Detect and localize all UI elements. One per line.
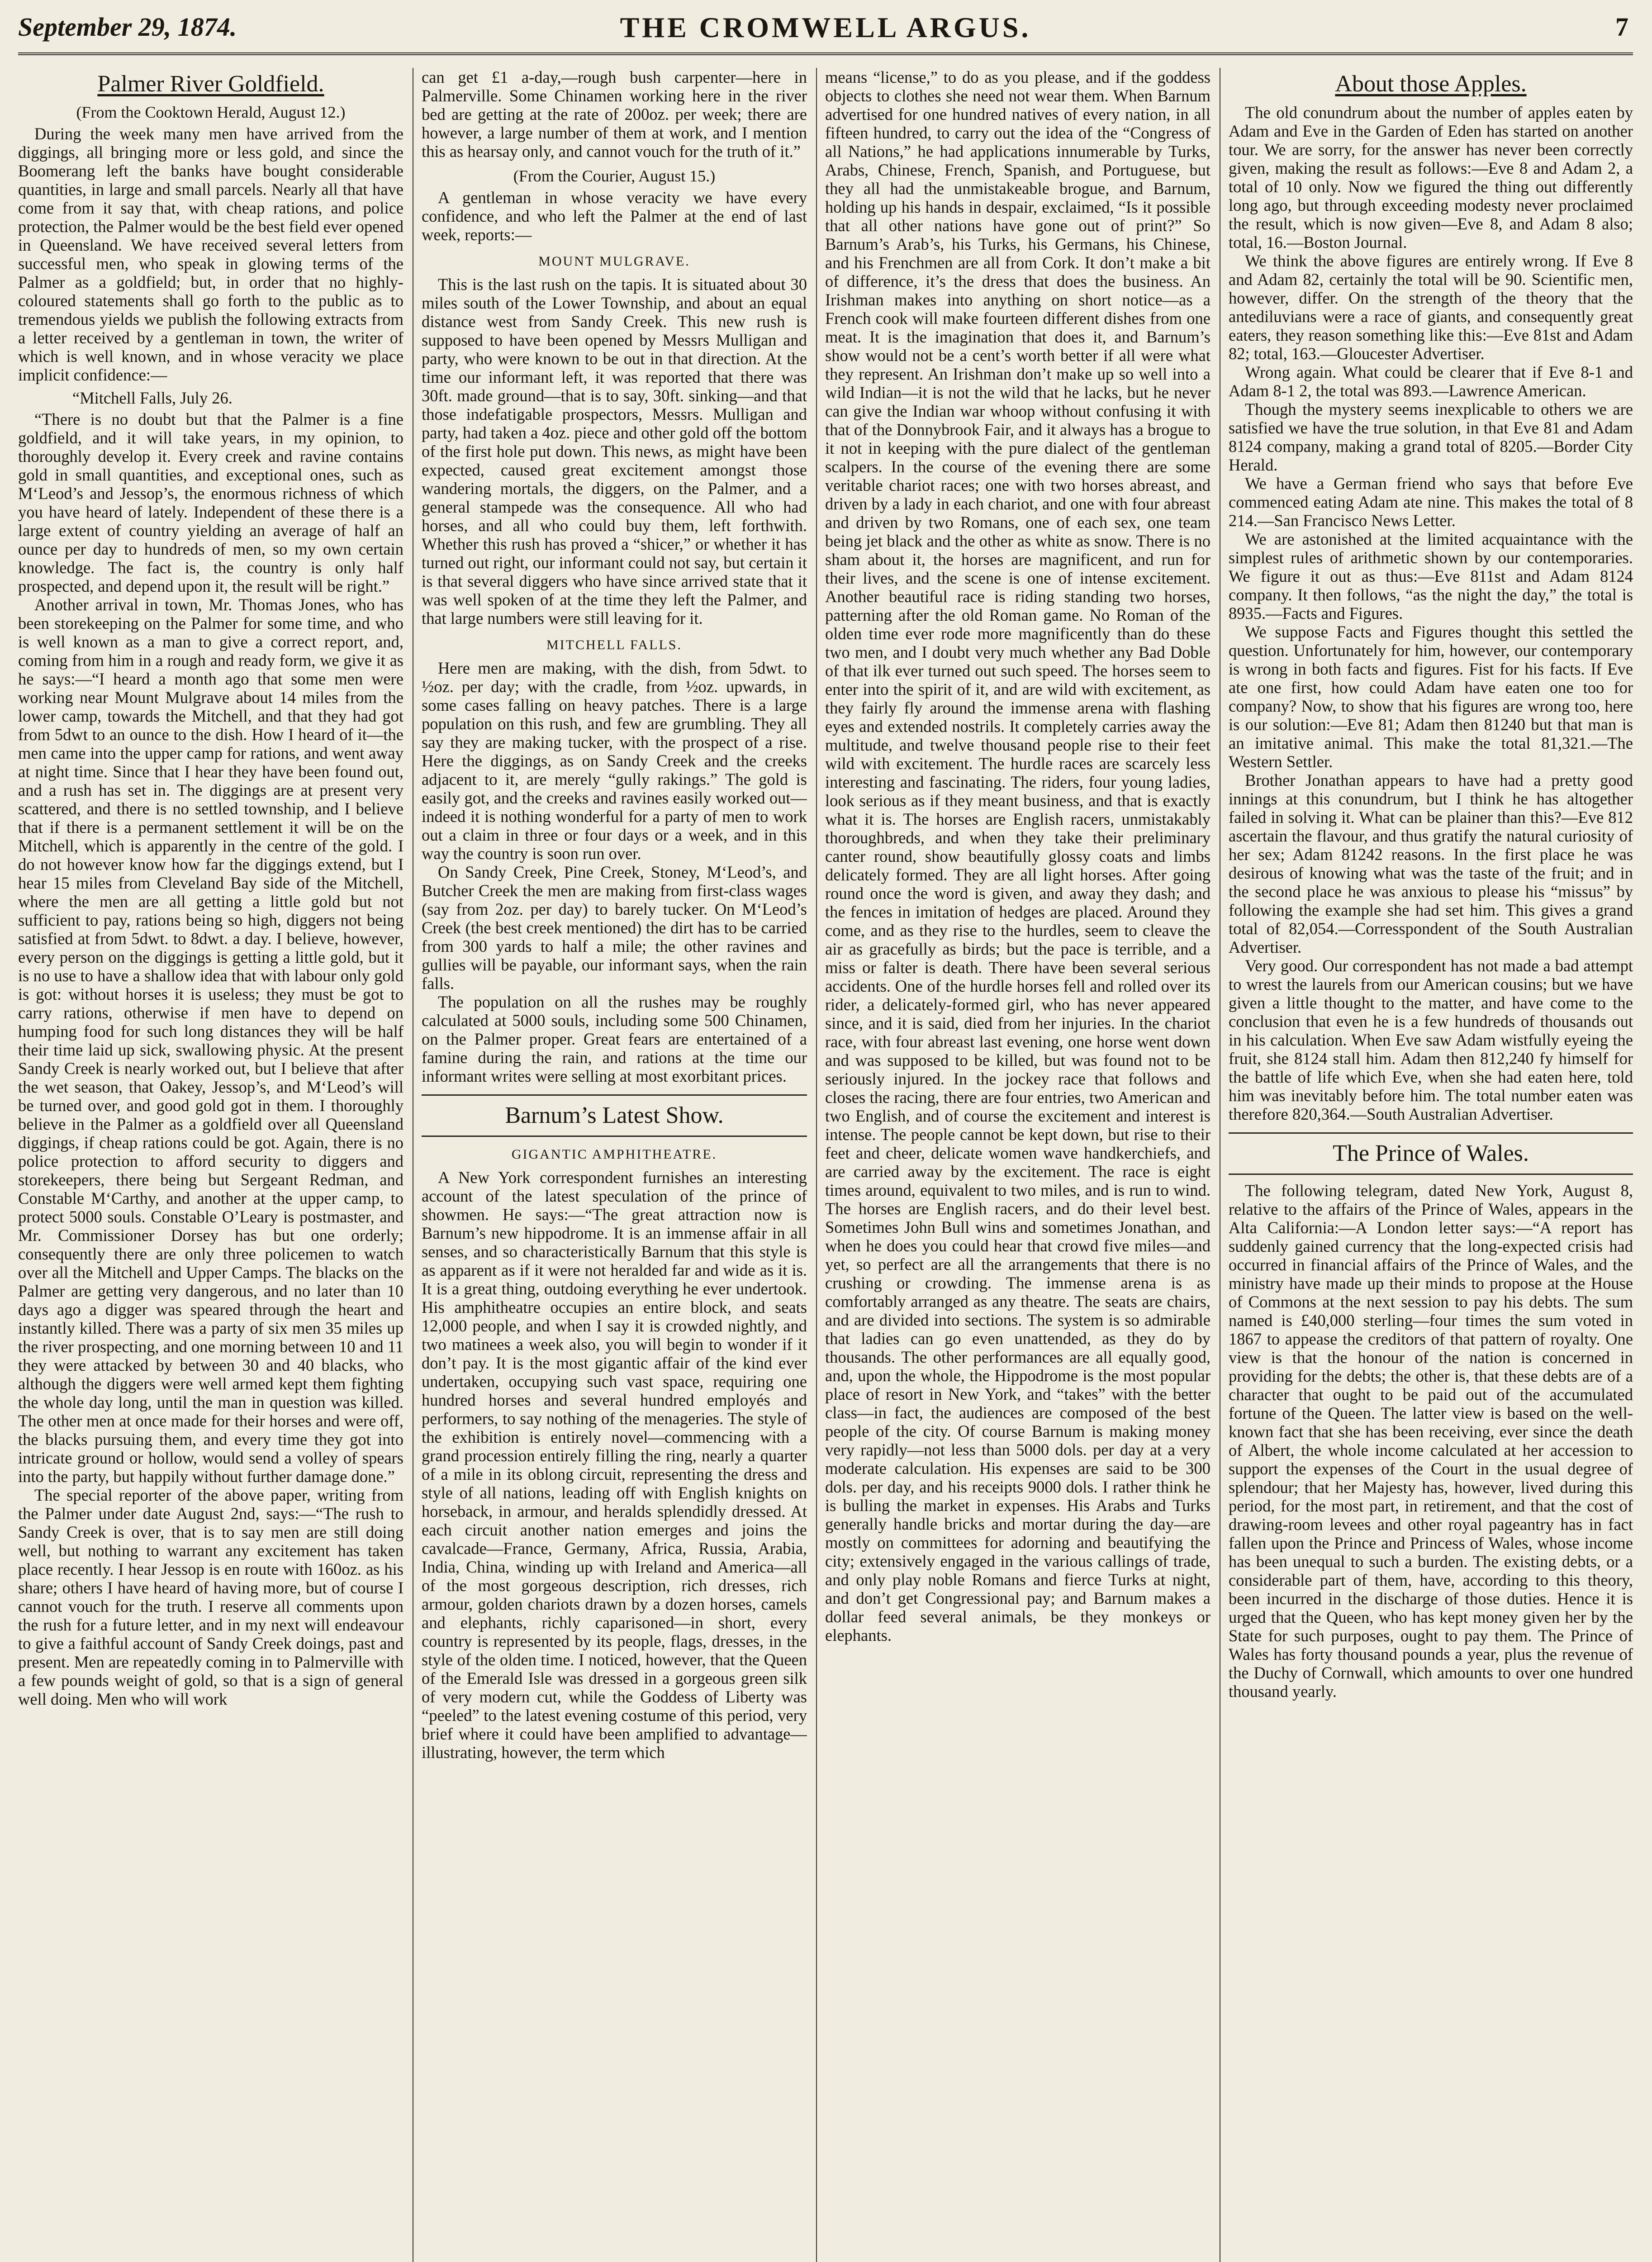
paper-title: THE CROMWELL ARGUS.: [620, 11, 1031, 43]
paragraph: Another arrival in town, Mr. Thomas Jones, who has been storekeeping on the Palmer for some time, and who is well known as a man to give a correct report, and, coming from him in a rough and ready form, we give it as he says:—“I heard a month ago that some men were working near Mount Mulgrave about 14 miles from the lower camp, towards the Mitchell, and that they had got from 5dwt to an ounce to the dish. How I heard of it—the men came into the upper camp for rations, and went away at night time. Since that I hear they have been found out, and a rush has set in. The diggings are at present very scattered, and there is no settled township, and I believe that if there is a permanent settlement it will be on the Mitchell, which is apparently in the centre of the gold. I do not however know how far the diggings extend, but I hear 15 miles from Cleveland Bay side of the Mitchell, where the men are all getting a little gold but not sufficient to pay, rations being so high, diggers not being satisfied at from 5dwt. to 8dwt. a day. I believe, however, every person on the diggings is getting a little gold, but it is no use to have a shallow idea that with labour only gold is got: without horses it is useless; they must be got to carry rations, otherwise if men have to depend on humping food for such long distances they will be half their time laid up sick, swallowing physic. At the present Sandy Creek is nearly worked out, but I believe that after the wet season, that Oakey, Jessop’s, and M‘Leod’s will be turned over, and good gold got in them. I thoroughly believe in the Palmer as a goldfield over all Queensland diggings, if cheap rations could be got. Again, there is no police protection to afford security to diggers and storekeepers, there being but Sergeant Redman, and Constable M‘Carthy, and another at the upper camp, to protect 5000 souls. Constable O’Leary is postmaster, and Mr. Commissioner Dorsey has but one orderly; consequently there are only three policemen to watch over all the Mitchell and Upper Camps. The blacks on the Palmer are getting very dangerous, and no later than 10 days ago a digger was speared through the heart and instantly killed. There was a party of six men 35 miles up the river prospecting, and one morning between 10 and 11 they were attacked by between 30 and 40 blacks, who although the diggers were well armed kept them fighting the whole day long, until the man in question was killed. The other men at once made for their horses and were off, the blacks pursuing them, and every time they got into intricate ground or hollow, would send a volley of spears into the party, but happily without further damage done.”: [18, 595, 404, 1486]
article-title-box: [1229, 1132, 1633, 1175]
letter-dateline: “Mitchell Falls, July 26.: [72, 389, 233, 407]
column-divider: [816, 68, 817, 2262]
article-source: (From the Cooktown Herald, August 12.): [76, 103, 346, 121]
paragraph: Wrong again. What could be clearer that if Eve 8-1 and Adam 8-1 2, the total was 893.—Lawrence American.: [1229, 363, 1633, 400]
paragraph: The special reporter of the above paper, writing from the Palmer under date August 2nd, says:—“The rush to Sandy Creek is over, that is to say men are still doing well, but nothing to warrant any excitement has taken place recently. I hear Jessop is en route with 160oz. as his share; others I have heard of having more, but of course I cannot vouch for the truth. I reserve all comments upon the rush for a future letter, and in my next will endeavour to give a faithful account of Sandy Creek doings, past and present. Men are repeatedly coming in to Palmerville with a few pounds weight of gold, so that is a sign of general well doing. Men who will work: [18, 1486, 404, 1708]
masthead: [18, 9, 1633, 55]
column-2: [422, 68, 807, 2262]
paragraph: We think the above figures are entirely wrong. If Eve 8 and Adam 82, certainly the total will be 90. Scientific men, however, differ. On the strength of the theory that the antediluvians were a race of giants, and consequently great eaters, they reason something like this:—Eve 81st and Adam 82; total, 163.—Gloucester Advertiser.: [1229, 252, 1633, 363]
paragraph: The following telegram, dated New York, August 8, relative to the affairs of the Prince of Wales, appears in the Alta California:—A London letter says:—“A report has suddenly gained currency that the long-expected crisis had occurred in financial affairs of the Prince of Wales, and the ministry have made up their minds to propose at the House of Commons at the next session to pay his debts. The sum named is £40,000 sterling—four times the sum voted in 1867 to appease the creditors of that pattern of royalty. One view is that the honour of the nation is concerned in providing for the debts; the other is, that these debts are of a character that ought to be paid out of the accumulated fortune of the Queen. The latter view is based on the well-known fact that she has been receiving, ever since the death of Albert, the whole income calculated at her accession to support the expenses of the Court in the usual degree of splendour; that her Majesty has, however, lived during this period, for the most part, in retirement, and that the cost of drawing-room levees and other royal pageantry has in fact fallen upon the Prince and Princess of Wales, whose income has been unequal to such a burden. The existing debts, or a considerable part of them, have, according to this theory, been incurred in the discharge of those duties. Hence it is urged that the Queen, who has kept money given her by the State for such purposes, ought to pay them. The Prince of Wales has forty thousand pounds a year, plus the revenue of the Duchy of Cornwall, which amounts to over one hundred thousand yearly.: [1229, 1181, 1633, 1701]
column-3: [825, 68, 1211, 2262]
paragraph: We are astonished at the limited acquaintance with the simplest rules of arithmetic shown by our contemporaries. We figure it out as thus:—Eve 811st and Adam 8124 company. It then follows, “as the night the day,” the total is 8935.—Facts and Figures.: [1229, 530, 1633, 623]
article-title-apples: About those Apples.: [1335, 71, 1527, 97]
paragraph: Though the mystery seems inexplicable to others we are satisfied we have the true solution, in that Eve 81 and Adam 8124 company, making a grand total of 8205.—Border City Herald.: [1229, 400, 1633, 474]
paragraph: On Sandy Creek, Pine Creek, Stoney, M‘Leod’s, and Butcher Creek the men are making from first-class wages (say from 2oz. per day) to barely tucker. On M‘Leod’s Creek (the best creek mentioned) the dirt has to be carried from 300 yards to half a mile; the other ravines and gullies will be payable, our informant says, when the rain falls.: [422, 863, 807, 993]
article-source: (From the Courier, August 15.): [513, 167, 716, 185]
subheading: GIGANTIC AMPHITHEATRE.: [511, 1147, 717, 1162]
article-title-barnum: Barnum’s Latest Show.: [505, 1102, 724, 1128]
article-title-box: [422, 1094, 807, 1137]
issue-date: September 29, 1874.: [18, 12, 237, 42]
paragraph: We have a German friend who says that before Eve commenced eating Adam ate nine. This makes the total of 8 214.—San Francisco News Letter.: [1229, 474, 1633, 530]
paragraph: The population on all the rushes may be roughly calculated at 5000 souls, including some 500 Chinamen, on the Palmer proper. Great fears are entertained of a famine during the rain, and rations at the time our informant writes were selling at most exorbitant prices.: [422, 993, 807, 1085]
article-title-palmer: Palmer River Goldfield.: [97, 71, 324, 97]
paragraph: The old conundrum about the number of apples eaten by Adam and Eve in the Garden of Eden has started on another tour. We are sorry, for the answer has never been correctly given, making the result as follows:—Eve 8 and Adam 2, a total of 10 only. Now we figured the thing out differently long ago, but through exceeding modesty never proclaimed the result, which is now given—Eve 8, and Adam 8 also; total, 16.—Boston Journal.: [1229, 103, 1633, 252]
paragraph: Very good. Our correspondent has not made a bad attempt to wrest the laurels from our American cousins; but we have given a little thought to the matter, and have come to the conclusion that even he is a few hundreds of thousands out in his calculation. When Eve saw Adam wistfully eyeing the fruit, she 8124 stall him. Adam then 812,240 fy himself for the battle of life which Eve, when she had eaten here, told him was inevitably before him. The total number eaten was therefore 820,364.—South Australian Advertiser.: [1229, 956, 1633, 1123]
paragraph: We suppose Facts and Figures thought this settled the question. Unfortunately for him, however, our contemporary is wrong in both facts and figures. Fist for his facts. If Eve ate one first, how could Adam have eaten one too for company? Now, to show that his figures are wrong too, here is our solution:—Eve 81; Adam then 81240 but that man is an imitative animal. This make the total 81,321.—The Western Settler.: [1229, 623, 1633, 771]
page-number: 7: [1615, 12, 1628, 42]
paragraph: A gentleman in whose veracity we have every confidence, and who left the Palmer at the end of last week, reports:—: [422, 188, 807, 244]
paragraph: “There is no doubt but that the Palmer is a fine goldfield, and it will take years, in my opinion, to thoroughly develop it. Every creek and ravine contains gold in small quantities, and exceptional ones, such as M‘Leod’s and Jessop’s, the enormous richness of which you have heard of lately. Independent of these there is a large extent of country yielding an average of half an ounce per day to hundreds of men, so my own certain knowledge. The fact is, the country is only half prospected, and depend upon it, the result will be right.”: [18, 410, 404, 595]
paragraph: Here men are making, with the dish, from 5dwt. to ½oz. per day; with the cradle, from ½oz. upwards, in some cases falling on heavy patches. There is a large population on this rush, and few are grumbling. They all say they are making tucker, with the prospect of a rise. Here the diggings, as on Sandy Creek and the creeks adjacent to it, are merely “gully rakings.” The gold is easily got, and the creeks and ravines easily worked out—indeed it is nothing wonderful for a party of men to work out a claim in three or four days or a week, and in this way the country is soon run over.: [422, 659, 807, 863]
paragraph: can get £1 a-day,—rough bush carpenter—here in Palmerville. Some Chinamen working here in the river bed are getting at the rate of 200oz. per week; there are however, a large number of them at work, and I mention this as hearsay only, and cannot vouch for the truth of it.”: [422, 68, 807, 161]
paragraph: Brother Jonathan appears to have had a pretty good innings at this conundrum, but I think he has altogether failed in solving it. What can be plainer than this?—Eve 812 ascertain the flavour, and thus gratify the natural curiosity of her sex; Adam 81242 reasons. In the first place he was desirous of knowing what was the taste of the fruit; and in the second place he was anxious to please his “missus” by following the example she had set him. This gives a grand total of 82,054.—Corresspondent of the South Australian Advertiser.: [1229, 771, 1633, 956]
column-1: [18, 68, 404, 2262]
paragraph: means “license,” to do as you please, and if the goddess objects to clothes she need not wear them. When Barnum advertised for one hundred natives of every nation, in all fifteen hundred, to carry out the idea of the “Congress of all Nations,” he had applications innumerable by Turks, Arabs, Chinese, French, Spanish, and Portuguese, but they all had the unmistakeable brogue, and Barnum, holding up his hands in despair, exclaimed, “Is it possible that all other nations have gone out of print?” So Barnum’s Arab’s, his Turks, his Germans, his Chinese, and his Frenchmen are all from Cork. It don’t make a bit of difference, it’s the dress that does the business. An Irishman makes into anything on short notice—as a French cook will make fourteen different dishes from one meat. It is the imagination that does it, and Barnum’s show would not be a cent’s worth better if all were what they represent. An Irishman don’t make up so well into a wild Indian—it is not the wild that he lacks, but he never can give the Indian war whoop without confusing it with that of the Donnybrook Fair, and it always has a brogue to it not in keeping with the pure dialect of the gentleman scalpers. In the course of the evening there are some veritable chariot races; one with two horses abreast, and driven by a lady in each chariot, and one with four abreast and driven by two Romans, one of each sex, one team being jet black and the other as white as snow. There is no sham about it, the horses are magnificent, and run for their lives, and the scene is one of intense excitement. Another beautiful race is riding standing two horses, patterning after the old Roman game. No Roman of the olden time ever rode more magnificently than do these two men, and I doubt very much whether any Bad Doble of that ilk ever turned out such speed. The horses seem to enter into the spirit of it, and are wild with excitement, as they fairly fly around the immense arena with flashing eyes and extended nostrils. It completely carries away the multitude, and twelve thousand people rise to their feet wild with excitement. The hurdle races are scarcely less interesting and fascinating. The riders, four young ladies, look serious as if they meant business, and that is exactly what it is. The horses are English racers, unmistakably thoroughbreds, and when they take their preliminary canter round, show beautifully glossy coats and limbs delicately formed. They are all light horses. After going round once the word is given, and away they dash; and the fences in imitation of hedges are placed. Around they come, and as they rise to the hurdles, seem to cleave the air as gracefully as birds; but the pace is terrible, and a miss or falter is death. There have been several serious accidents. One of the hurdle horses fell and rolled over its rider, a delicately-formed girl, who has never appeared since, and it is said, died from her injuries. In the chariot race, with four abreast last evening, one horse went down and was supposed to be killed, but was found not to be seriously injured. In the jockey race that follows and closes the racing, there are four entries, two American and two English, and of course the excitement and interest is intense. The people cannot be kept down, but rise to their feet and cheer, delicate women wave handkerchiefs, and are carried away by the excitement. The race is eight times around, equivalent to two miles, and is run to wind. The horses are English racers, and do their level best. Sometimes John Bull wins and sometimes Jonathan, and when he does you could hear that crowd five miles—and yet, so perfect are all the arrangements that there is no crushing or crowding. The immense arena is as comfortably arranged as any theatre. The seats are chairs, and are divided into sections. The system is so admirable that ladies can go even unattended, as they do by thousands. The other performances are all equally good, and, upon the whole, the Hippodrome is the most popular place of resort in New York, and “takes” with the better class—in fact, the audiences are composed of the best people of the city. Of course Barnum is making money very rapidly—not less than 5000 dols. per day at a very moderate calculation. His expenses are said to be 300 dols. per day, and his receipts 9000 dols. I rather think he is bulling the market in expenses. His Arabs and Turks generally handle bricks and mortar during the day—are mostly on committees for adorning and beautifying the city; extensively engaged in the various callings of trade, and only play noble Romans and fierce Turks at night, and don’t get Congressional pay; and Barnum makes a dollar feed several animals, be they monkeys or elephants.: [825, 68, 1211, 1644]
article-title-prince: The Prince of Wales.: [1333, 1141, 1529, 1166]
subheading: MITCHELL FALLS.: [546, 637, 682, 652]
subheading: MOUNT MULGRAVE.: [538, 254, 690, 269]
column-4: [1229, 68, 1633, 2262]
paragraph: A New York correspondent furnishes an interesting account of the latest speculation of the prince of showmen. He says:—“The great attraction now is Barnum’s new hippodrome. It is an immense affair in all senses, and so characteristically Barnum that this style is as apparent as if it were not heralded far and wide as it is. It is a great thing, outdoing everything he ever undertook. His amphitheatre occupies an entire block, and seats 12,000 people, and when I say it is crowded nightly, and two matinees a week also, you will begin to wonder if it don’t pay. It is the most gigantic affair of the kind ever undertaken, occupying such vast space, requiring one hundred horses and several hundred employés and performers, to say nothing of the menageries. The style of the exhibition is entirely novel—commencing with a grand procession entirely filling the ring, nearly a quarter of a mile in its oblong circuit, representing the dress and style of all nations, leading off with English knights on horseback, in armour, and heralds splendidly dressed. At each circuit another nation emerges and joins the cavalcade—France, Germany, Africa, Russia, Arabia, India, China, winding up with Ireland and America—all of the most gorgeous description, rich dresses, rich armour, golden chariots drawn by a dozen horses, camels and elephants, richly caparisoned—in short, every country is represented by its people, flags, dresses, in the style of the olden time. I noticed, however, that the Queen of the Emerald Isle was dressed in a gorgeous green silk of very modern cut, while the Goddess of Liberty was “peeled” to the latest evening costume of this period, very brief where it could have been amplified to advantage—illustrating, however, the term which: [422, 1168, 807, 1762]
paragraph: This is the last rush on the tapis. It is situated about 30 miles south of the Lower Township, and about an equal distance west from Sandy Creek. This new rush is supposed to have been opened by Messrs Mulligan and party, who were known to be out in that direction. At the time our informant left, it was reported that there was 30ft. made ground—that is to say, 30ft. sinking—and that those indefatigable prospectors, Messrs. Mulligan and party, had taken a 4oz. piece and other gold off the bottom of the first hole put down. This news, as might have been expected, caused great excitement amongst those wandering mortals, the diggers, on the Palmer, and a general stampede was the consequence. All who had horses, and all who could buy them, left forthwith. Whether this rush has proved a “shicer,” or whether it has turned out right, our informant could not say, but certain it is that several diggers who have since arrived state that it was well spoken of at the time they left the Palmer, and that large numbers were still leaving for it.: [422, 275, 807, 627]
paragraph: During the week many men have arrived from the diggings, all bringing more or less gold, and since the Boomerang left the banks have bought considerable quantities, in large and small parcels. Nearly all that have come from it say that, with cheap rations, and police protection, the Palmer would be the best field ever opened in Queensland. We have received several letters from successful men, who speak in glowing terms of the Palmer as a goldfield; but, in order that no highly-coloured statements shall go forth to the public as to tremendous yields we publish the following extracts from a letter received by a gentleman in town, the writer of which is well known, and in whose veracity we place implicit confidence:—: [18, 124, 404, 384]
